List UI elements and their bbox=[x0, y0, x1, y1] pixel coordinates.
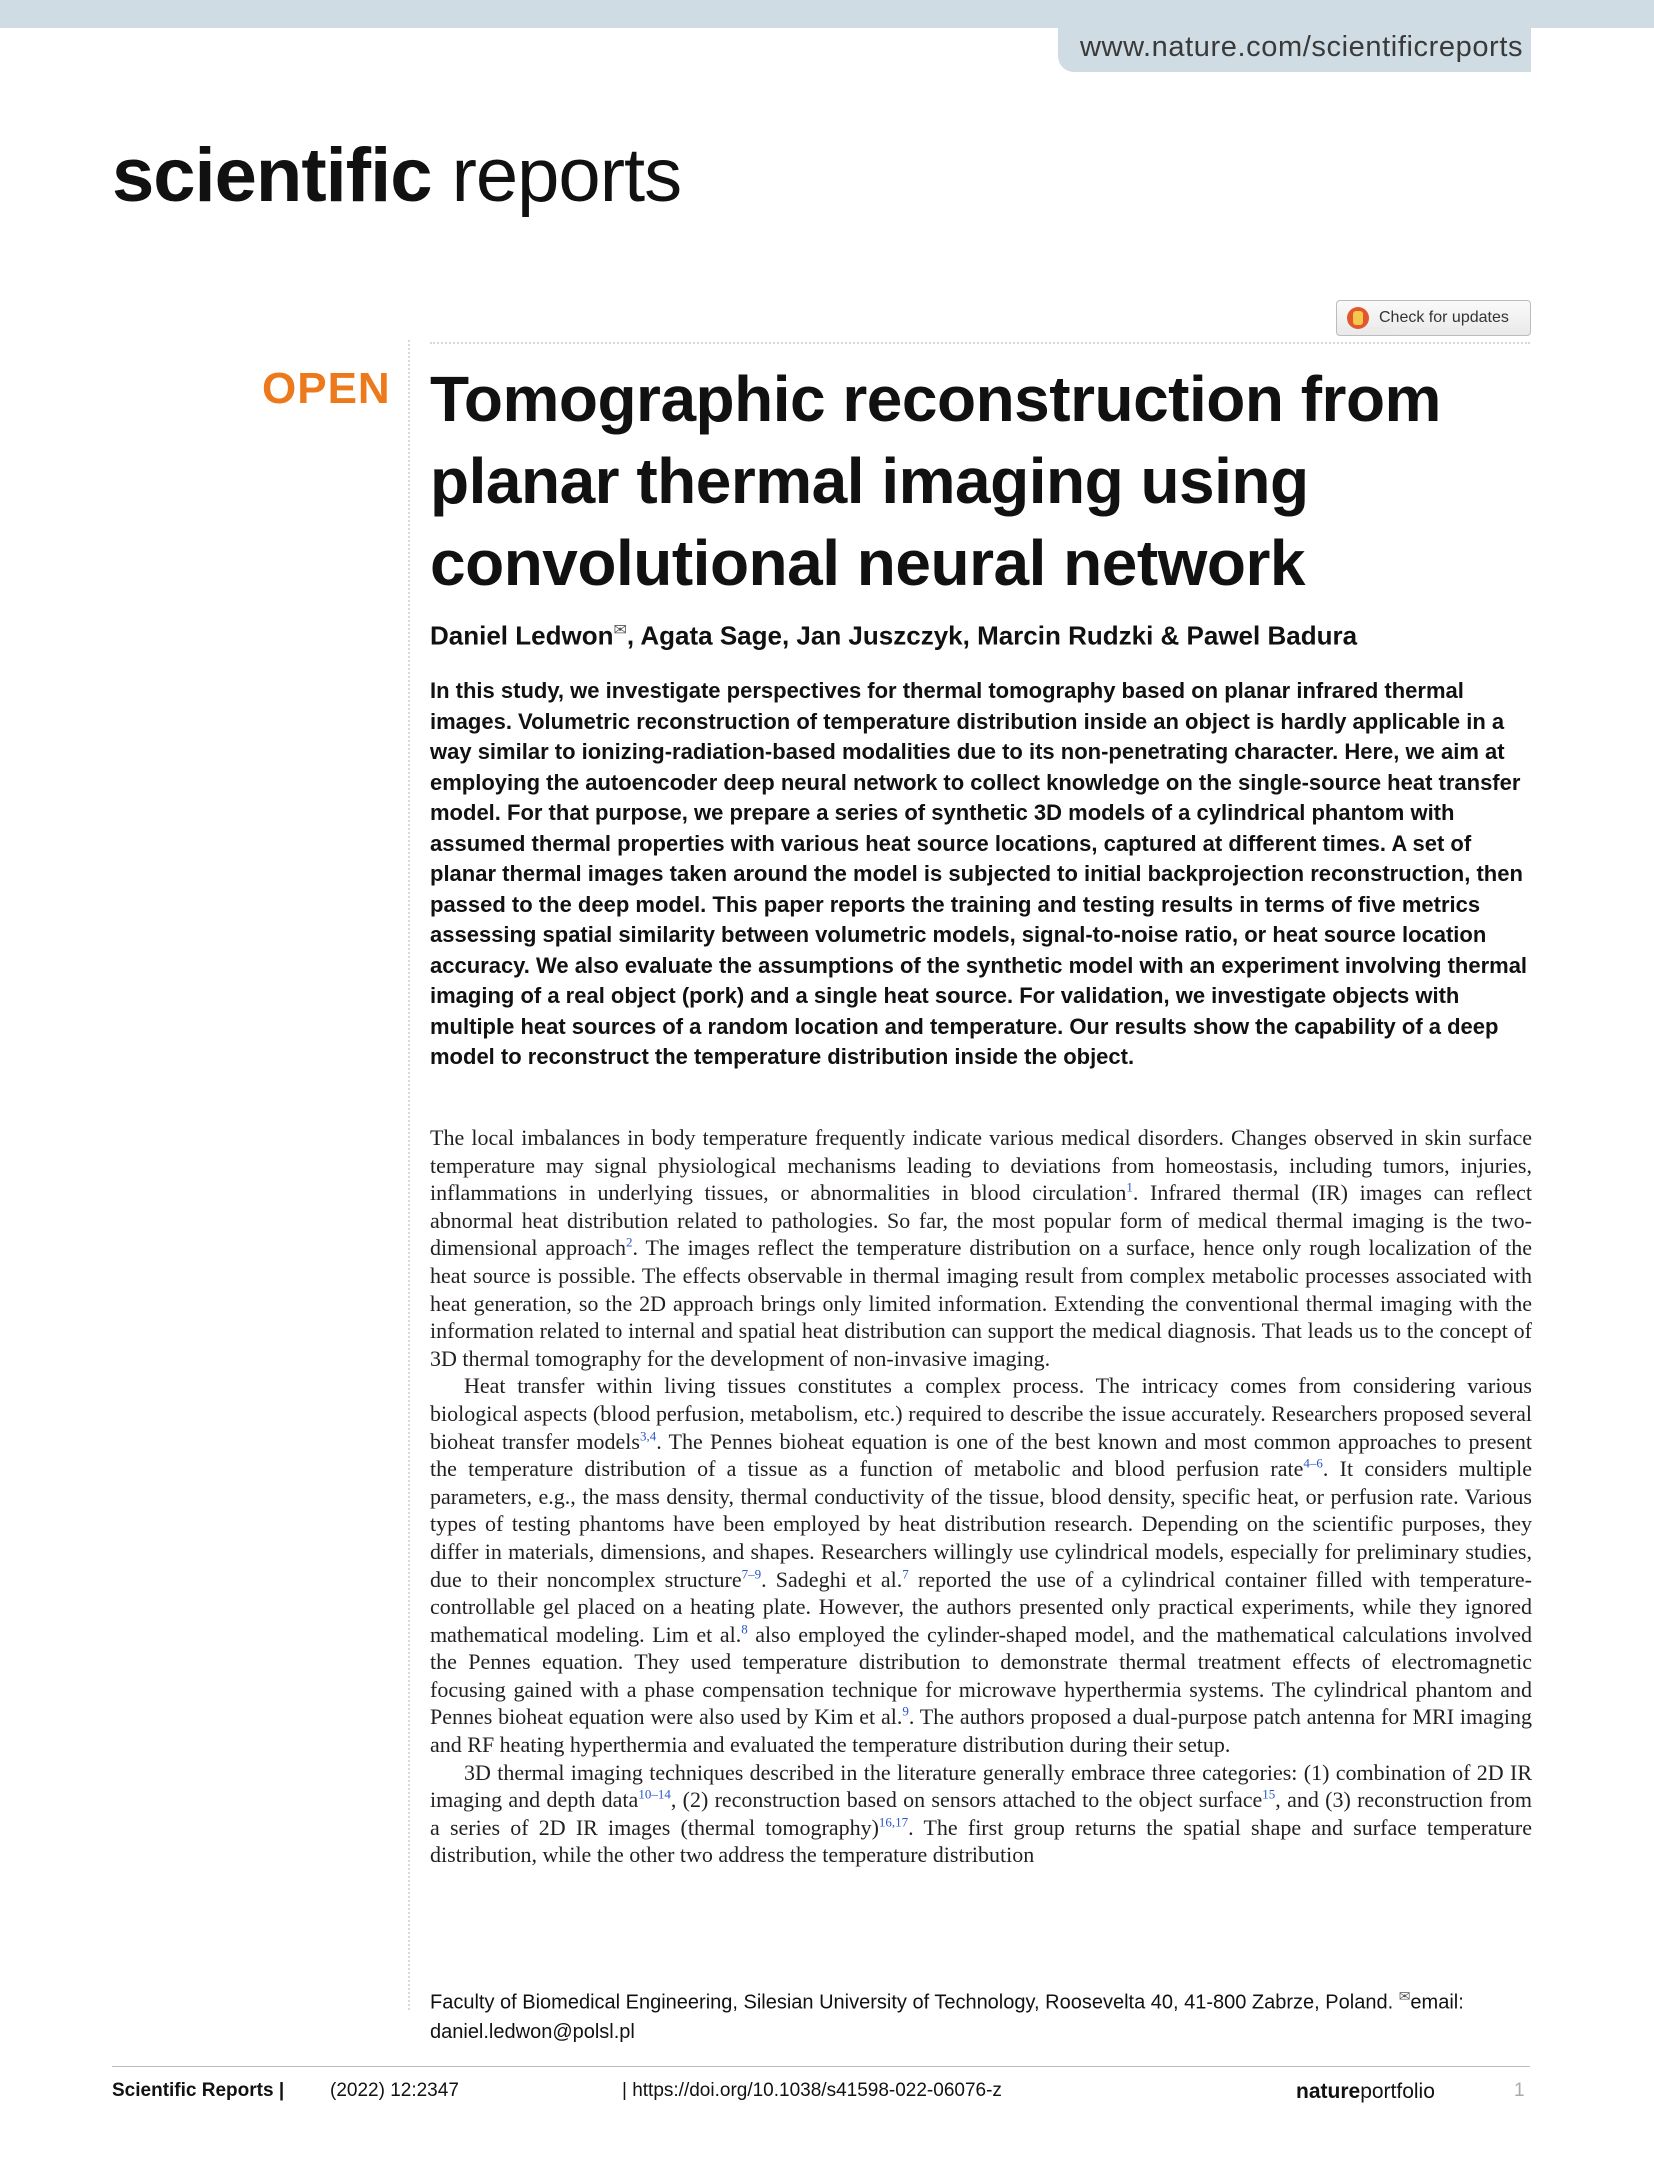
citation-link[interactable]: 7 bbox=[902, 1566, 909, 1582]
journal-url[interactable]: www.nature.com/scientificreports bbox=[1058, 22, 1531, 72]
left-divider bbox=[408, 340, 410, 2010]
logo-bold: scientific bbox=[112, 133, 432, 218]
page-number: 1 bbox=[1514, 2080, 1525, 2101]
logo-light: reports bbox=[431, 133, 682, 218]
corresponding-author[interactable]: Daniel Ledwon bbox=[430, 620, 614, 651]
abstract: In this study, we investigate perspectives for thermal tomography based on planar infrared thermal images. Volumetric reconstruction of temperature distribution inside an object is hardly applicable in a way similar to ionizing-radiation-based modalities due to its non-penetrating character. Here, we aim at employing the autoencoder deep neural network to collect knowledge on the single-source heat transfer model. For that purpose, we prepare a series of synthetic 3D models of a cylindrical phantom with assumed thermal properties with various heat source locations, captured at different times. A set of planar thermal images taken around the model is subjected to initial backprojection reconstruction, then passed to the deep model. This paper reports the training and testing results in terms of five metrics assessing spatial similarity between volumetric models, signal-to-noise ratio, or heat source location accuracy. We also evaluate the assumptions of the synthetic model with an experiment involving thermal imaging of a real object (pork) and a single heat source. For validation, we investigate objects with multiple heat sources of a random location and temperature. Our results show the capability of a deep model to reconstruct the temperature distribution inside the object. bbox=[430, 678, 1528, 1069]
citation-link[interactable]: 9 bbox=[902, 1704, 909, 1720]
citation-link[interactable]: 3,4 bbox=[639, 1428, 657, 1444]
open-access-label: OPEN bbox=[262, 364, 391, 413]
check-for-updates-button[interactable] bbox=[1336, 300, 1531, 336]
check-for-updates-label: Check for updates bbox=[1379, 309, 1509, 326]
publisher-logo: natureportfolio bbox=[1296, 2080, 1435, 2103]
article-title: Tomographic reconstruction from planar thermal imaging using convolutional neural network bbox=[430, 363, 1441, 599]
citation-link[interactable]: 4–6 bbox=[1303, 1455, 1323, 1471]
envelope-icon[interactable]: ✉ bbox=[613, 622, 627, 639]
citation-link[interactable]: 16,17 bbox=[878, 1814, 909, 1830]
footer-volume: (2022) 12:2347 bbox=[330, 2080, 459, 2101]
citation-link[interactable]: 8 bbox=[741, 1621, 748, 1637]
footer-journal: Scientific Reports | bbox=[112, 2080, 285, 2101]
affiliation: Faculty of Biomedical Engineering, Silesian University of Technology, Roosevelta 40, 41-800 Zabrze, Poland. ✉email: daniel.ledwon@polsl.pl bbox=[430, 1988, 1464, 2043]
citation-link[interactable]: 15 bbox=[1262, 1786, 1276, 1802]
paragraph-1: The local imbalances in body temperature frequently indicate various medical disorders. Changes observed in skin surface temperature may signal physiological mechanisms leading to deviations from homeostasis, including tumors, injuries, inflammations in underlying tissues, or abnormalities in blood circulation$^1$. Infrared thermal (IR) images can reflect abnormal heat distribution related to pathologies. So far, the most popular form of medical thermal imaging is the two-dimensional approach$^2$. The images reflect the temperature distribution on a surface, hence only rough localization of the heat source is possible. The effects observable in thermal imaging result from complex metabolic processes associated with heat generation, so the 2D approach brings only limited information. Extending the conventional thermal imaging with the information related to internal and spatial heat distribution can support the medical diagnosis. That leads us to the concept of 3D thermal tomography for the development of non-invasive imaging. bbox=[430, 1125, 1532, 1371]
paragraph-3: 3D thermal imaging techniques described in the literature generally embrace three categories: (1) combination of 2D IR imaging and depth data$^{10-14}$, (2) reconstruction based on sensors attached to the object surface$^{15}$, and (3) reconstruction from a series of 2D IR images (thermal tomography)$^{16,17}$. The first group returns the spatial shape and surface temperature distribution, while the other two address the temperature distribution bbox=[430, 1759, 1533, 1868]
footer-doi-link[interactable]: | https://doi.org/10.1038/s41598-022-06076-z bbox=[622, 2080, 1002, 2101]
envelope-icon: ✉ bbox=[1398, 1988, 1411, 2004]
author-list bbox=[430, 620, 1357, 652]
crossmark-icon bbox=[1347, 307, 1369, 329]
citation-link[interactable]: 1 bbox=[1126, 1179, 1133, 1195]
paragraph-2: Heat transfer within living tissues constitutes a complex process. The intricacy comes from considering various biological aspects (blood perfusion, metabolism, etc.) required to describe the issue accurately. Researchers proposed several bioheat transfer models$^{3,4}$. The Pennes bioheat equation is one of the best known and most common approaches to present the temperature distribution of a tissue as a function of metabolic and blood perfusion rate$^{4-6}$. It considers multiple parameters, e.g., the mass density, thermal conductivity of the tissue, blood density, specific heat, or perfusion rate. Various types of testing phantoms have been employed by heat distribution research. Depending on the scientific purposes, they differ in materials, dimensions, and shapes. Researchers willingly use cylindrical models, especially for preliminary studies, due to their noncomplex structure$^{7-9}$. Sadeghi et al.$^7$ reported the use of a cylindrical container filled with temperature-controllable gel placed on a heating plate. However, the authors presented only practical experiments, while they ignored mathematical modeling. Lim et al.$^8$ also employed the cylinder-shaped model, and the mathematical calculations involved the Pennes equation. They used temperature distribution to demonstrate thermal treatment effects of electromagnetic focusing gained with a phase compensation technique for microwave hyperthermia systems. The cylindrical phantom and Pennes bioheat equation were also used by Kim et al.$^9$. The authors proposed a dual-purpose patch antenna for MRI imaging and RF heating hyperthermia and evaluated the temperature distribution during their setup. bbox=[430, 1373, 1533, 1758]
article-body bbox=[430, 1124, 1532, 1869]
co-authors: , Agata Sage, Jan Juszczyk, Marcin Rudzki & Pawel Badura bbox=[626, 620, 1358, 651]
journal-logo bbox=[112, 133, 682, 218]
footer-divider bbox=[112, 2066, 1530, 2067]
citation-link[interactable]: 2 bbox=[626, 1235, 633, 1251]
email-link[interactable]: daniel.ledwon@polsl.pl bbox=[430, 2020, 635, 2043]
top-divider bbox=[430, 342, 1530, 344]
citation-link[interactable]: 7–9 bbox=[741, 1566, 762, 1582]
citation-link[interactable]: 10–14 bbox=[638, 1786, 671, 1802]
